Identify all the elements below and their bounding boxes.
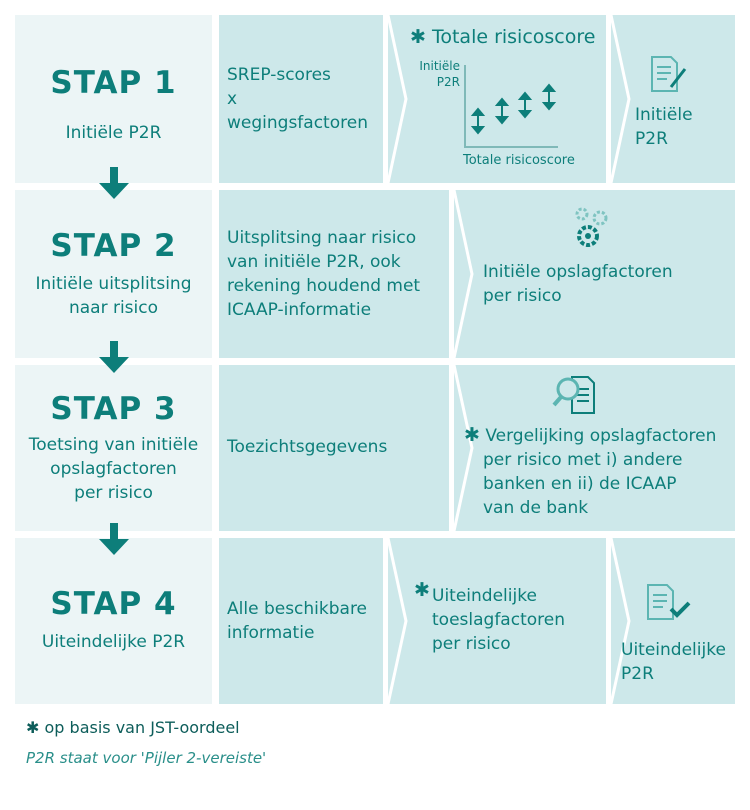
- row-4-input: [219, 538, 383, 704]
- row-3-input-text: Toezichtsgegevens: [227, 437, 388, 457]
- row-2-input: [219, 190, 449, 358]
- range-mark-2: [497, 99, 507, 123]
- chart-xlabel: Totale risicoscore: [463, 153, 575, 168]
- chevron-separator: [454, 190, 474, 358]
- row-2-input-text: Uitsplitsing naar risico van initiële P2R, ook rekening houdend met ICAAP-informatie: [227, 228, 421, 320]
- step-4-title: STAP 4: [50, 586, 177, 622]
- legend: [26, 718, 240, 737]
- chevron-separator: [388, 15, 408, 183]
- step-3-subtitle: Toetsing van initiële opslagfactoren per risico: [28, 435, 199, 503]
- chart-axes: [465, 65, 558, 147]
- step-1-box: [15, 15, 212, 183]
- range-mark-3: [520, 93, 530, 117]
- row-1-output: [611, 15, 735, 183]
- row-4-process: [388, 538, 606, 704]
- step-4-box: [15, 538, 212, 704]
- range-mark-1: [473, 109, 483, 133]
- row-1-input-text: SREP-scores x wegingsfactoren: [227, 65, 368, 133]
- row-3-output: [454, 365, 735, 531]
- magnifier-document-icon: [552, 373, 602, 419]
- process-title: ✱ Totale risicoscore: [410, 26, 596, 48]
- row-1-input: [219, 15, 383, 183]
- footnote: P2R staat voor 'Pijler 2-vereiste': [26, 749, 267, 767]
- row-1-output-text: Initiële P2R: [635, 105, 693, 149]
- down-arrow-icon: [99, 523, 129, 557]
- row-4-input-text: Alle beschikbare informatie: [227, 599, 368, 643]
- chart-ylabel: Initiële P2R: [419, 59, 460, 89]
- chevron-separator: [611, 15, 631, 183]
- step-1-subtitle: Initiële P2R: [65, 123, 162, 143]
- star-icon: ✱: [414, 579, 430, 601]
- chevron-separator: [388, 538, 408, 704]
- step-2-box: [15, 190, 212, 358]
- row-4-output: [611, 538, 735, 704]
- step-3-box: [15, 365, 212, 531]
- step-3-title: STAP 3: [50, 391, 177, 427]
- gears-icon: [572, 206, 622, 250]
- down-arrow-icon: [99, 167, 129, 201]
- document-check-icon: [645, 583, 693, 623]
- row-2-output-text: Initiële opslagfactoren per risico: [483, 262, 673, 306]
- document-pencil-icon: [649, 55, 689, 95]
- step-1-title: STAP 1: [50, 65, 177, 101]
- step-2-subtitle: Initiële uitsplitsing naar risico: [35, 274, 192, 318]
- step-2-title: STAP 2: [50, 228, 177, 264]
- row-4-process-text: ✱ Uiteindelijke toeslagfactoren per risico: [414, 579, 565, 654]
- star-icon: ✱: [26, 718, 40, 737]
- range-mark-4: [544, 85, 554, 109]
- step-4-subtitle: Uiteindelijke P2R: [41, 632, 186, 652]
- star-icon: ✱: [464, 424, 480, 446]
- row-1-process: [388, 15, 606, 183]
- down-arrow-icon: [99, 341, 129, 375]
- row-2-output: [454, 190, 735, 358]
- chart-marks: [473, 85, 554, 133]
- row-3-output-text: ✱ Vergelijking opslagfactoren per risico met i) andere banken en ii) de ICAAP van de bank: [464, 424, 717, 518]
- row-4-output-text: Uiteindelijke P2R: [621, 640, 726, 684]
- legend-text: op basis van JST-oordeel: [44, 718, 240, 737]
- row-3-input: [219, 365, 449, 531]
- star-icon: ✱: [410, 26, 426, 48]
